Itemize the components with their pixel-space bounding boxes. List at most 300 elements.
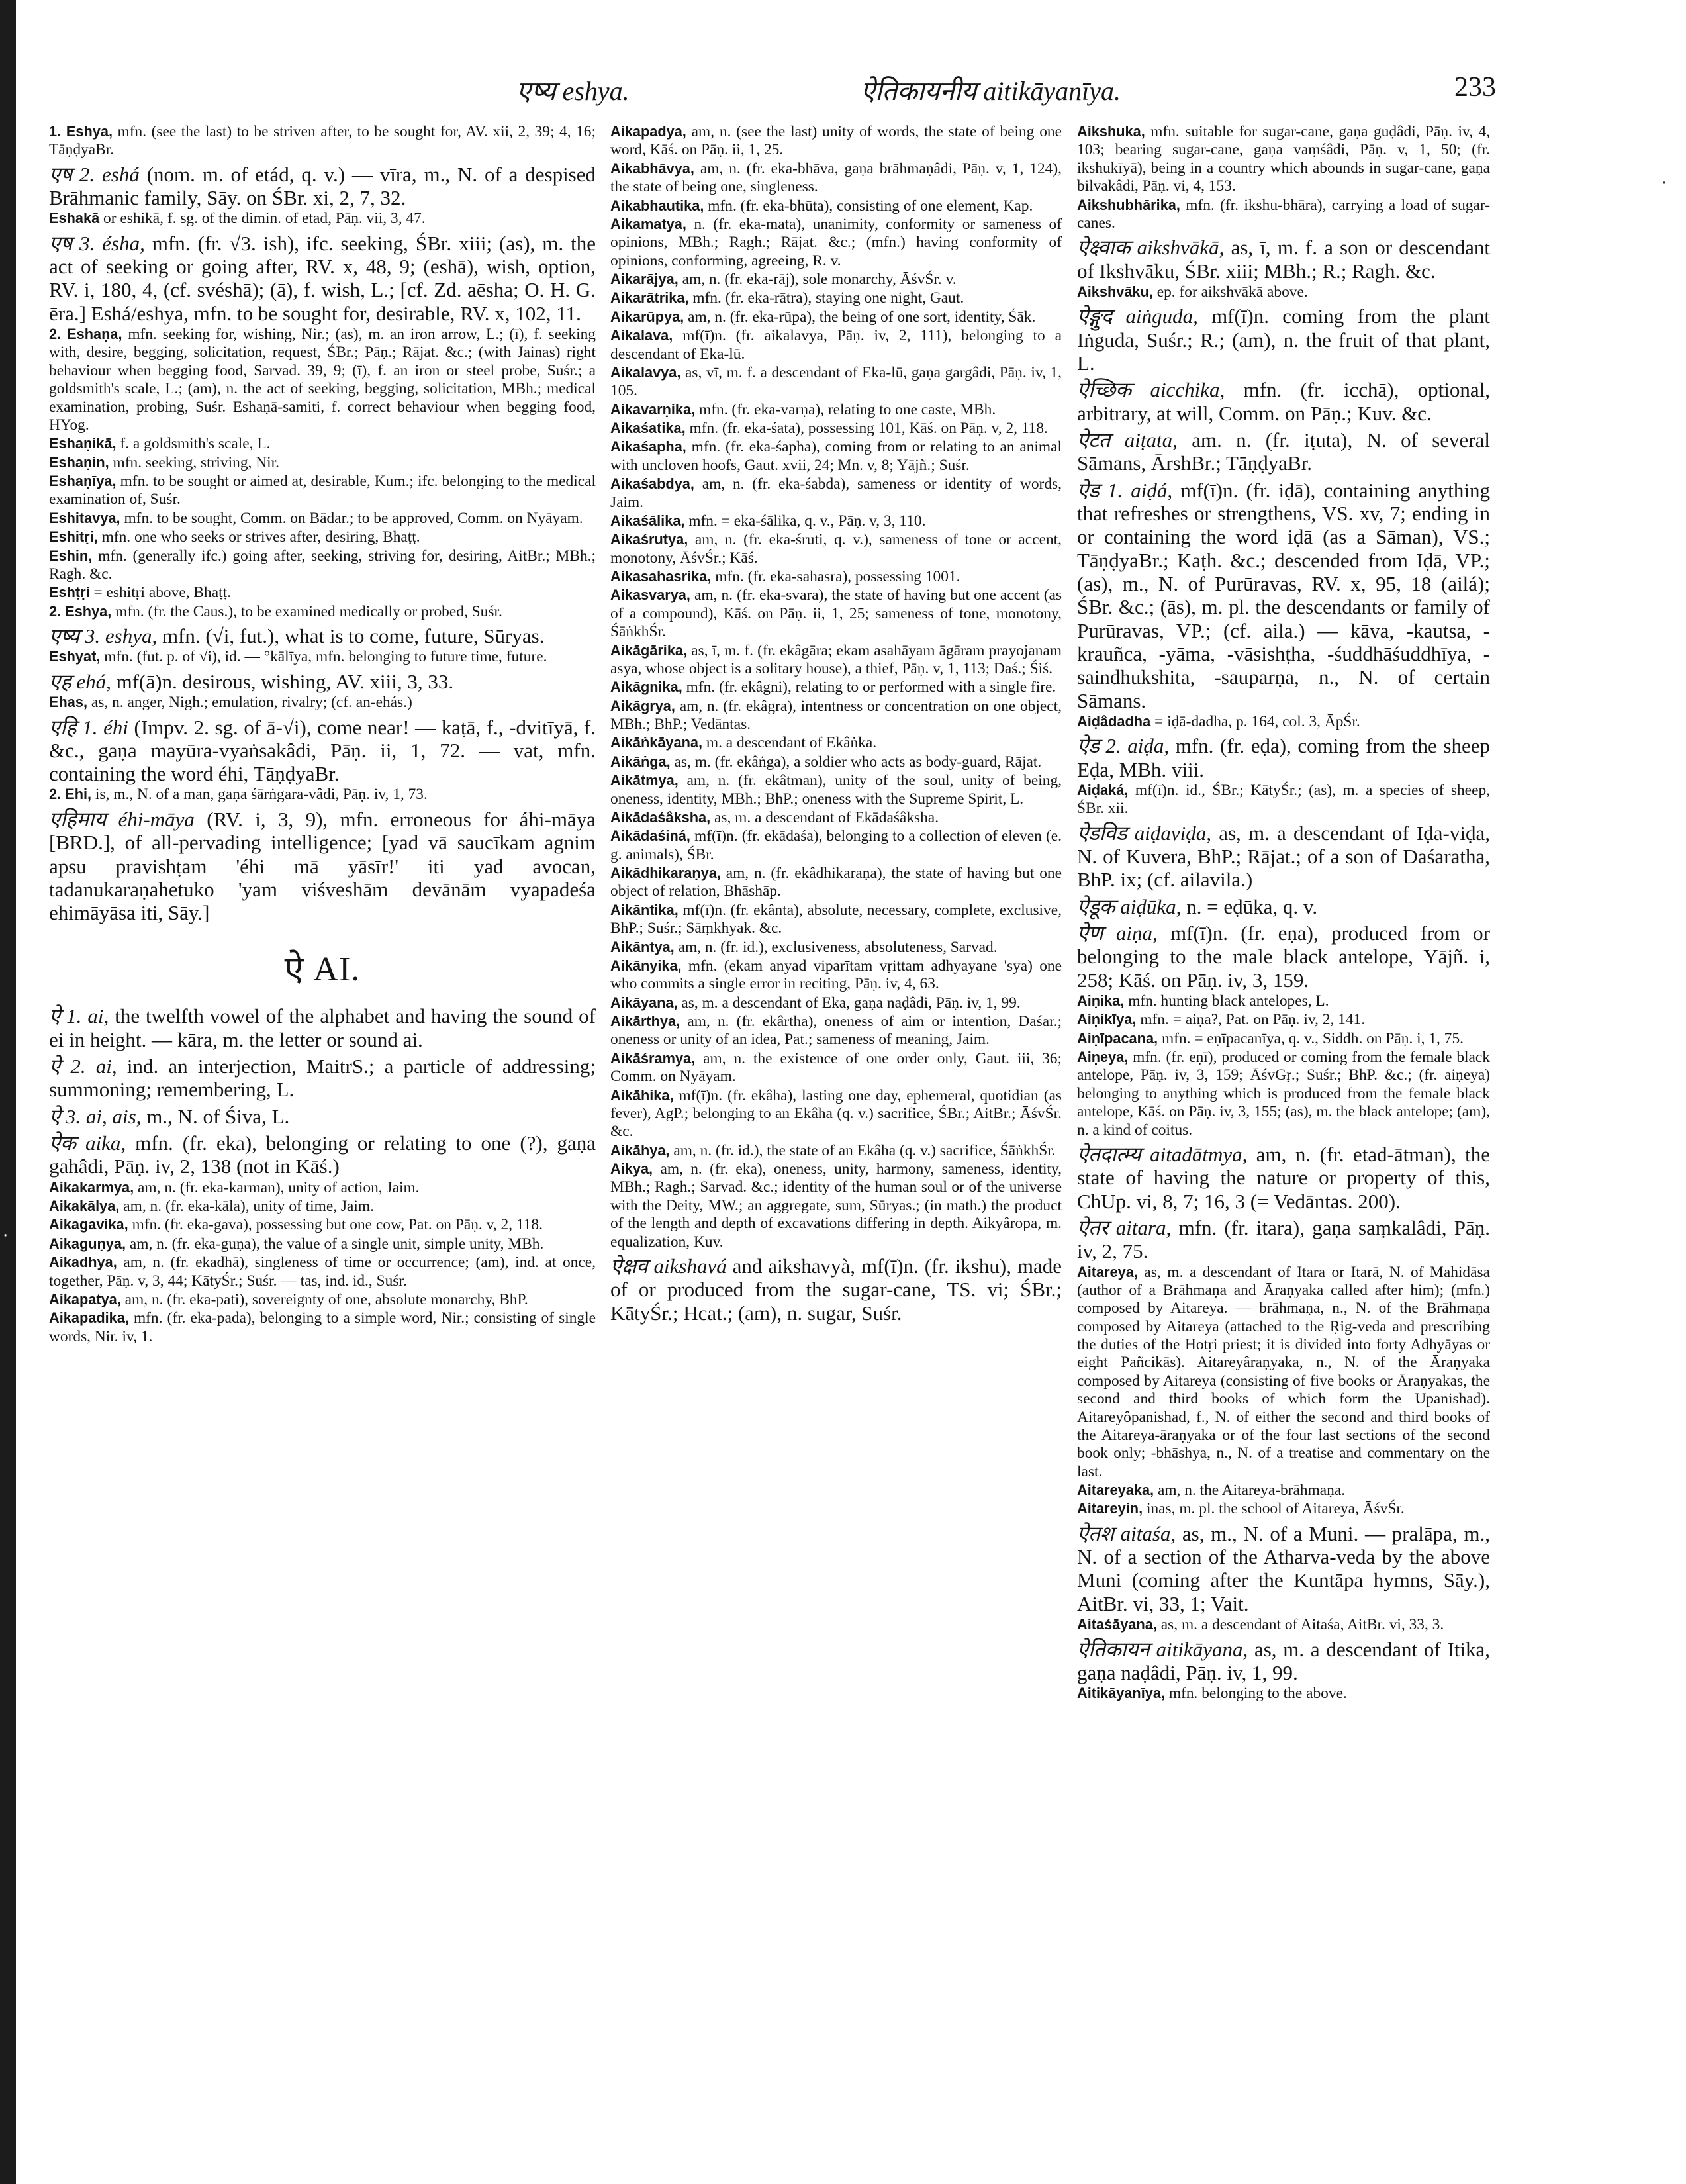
entry-headword: Aikapatya, bbox=[49, 1290, 121, 1307]
entry-headword: ऐङ्गुद aiṅguda, bbox=[1077, 305, 1198, 328]
entry-definition: as, vī, m. f. a descendant of Eka-lū, gaṇa gargâdi, Pāṇ. iv, 1, 105. bbox=[610, 363, 1062, 400]
dictionary-column-2 bbox=[610, 123, 1062, 2149]
entry-headword: Aikāṅkāyana, bbox=[610, 734, 703, 751]
entry-headword: Aikadhya, bbox=[49, 1254, 117, 1271]
entry-headword: Aikakālya, bbox=[49, 1198, 120, 1214]
entry-headword: 2. Ehi, bbox=[49, 786, 92, 803]
headword-spacer bbox=[679, 772, 687, 789]
dictionary-entry bbox=[610, 475, 1062, 512]
dictionary-entry bbox=[610, 902, 1062, 938]
entry-definition: mf(ā)n. desirous, wishing, AV. xiii, 3, 33. bbox=[116, 669, 454, 693]
headword-spacer bbox=[111, 670, 117, 693]
dictionary-entry bbox=[49, 786, 596, 804]
entry-definition: as, m. a descendant of Iḍa-viḍa, N. of Kuvera, BhP.; Rājat.; of a son of Daśaratha, BhP. ix; (cf. ailavila.) bbox=[1077, 821, 1490, 892]
entry-headword: Aikaśrutya, bbox=[610, 531, 688, 548]
entry-headword: Aikakarmya, bbox=[49, 1178, 134, 1196]
dictionary-entry bbox=[49, 1179, 596, 1197]
dictionary-entry bbox=[610, 420, 1062, 438]
section-heading: ऐ AI. bbox=[284, 950, 361, 988]
entry-headword: Aikalavya, bbox=[610, 363, 681, 381]
headword-spacer bbox=[1247, 1143, 1256, 1166]
dictionary-entry bbox=[49, 210, 596, 228]
entry-headword: ऐक aika, bbox=[49, 1131, 126, 1155]
entry-headword: Eshaṇikā, bbox=[49, 435, 117, 452]
dictionary-entry bbox=[49, 694, 596, 712]
entry-definition: as, m. a descendant of Aitaśa, AitBr. vi, 33, 3. bbox=[1160, 1616, 1444, 1634]
dictionary-entry bbox=[610, 698, 1062, 734]
headword-spacer bbox=[1181, 895, 1186, 918]
dictionary-entry bbox=[610, 587, 1062, 641]
dictionary-entry bbox=[1077, 734, 1490, 781]
dictionary-entry bbox=[610, 327, 1062, 363]
dictionary-entry bbox=[1077, 1482, 1490, 1499]
dictionary-entry bbox=[610, 197, 1062, 215]
dictionary-entry bbox=[49, 716, 596, 786]
dictionary-entry bbox=[49, 1309, 596, 1346]
dictionary-entry bbox=[1077, 1638, 1490, 1685]
entry-definition: am, n. (fr. eka-rūpa), the being of one sort, identity, Śāk. bbox=[688, 308, 1036, 326]
dictionary-entry bbox=[1077, 895, 1490, 918]
entry-definition: mfn. (fr. eḍa), coming from the sheep Eḍa, MBh. viii. bbox=[1077, 734, 1490, 781]
dictionary-entry bbox=[1077, 378, 1490, 425]
entry-headword: Aikānyika, bbox=[610, 957, 682, 974]
entry-headword: ऐण aiṇa, bbox=[1077, 921, 1158, 945]
entry-headword: Aikalava, bbox=[610, 327, 673, 344]
entry-definition: mfn. (√i, fut.), what is to come, future, Sūryas. bbox=[162, 624, 545, 648]
entry-definition: mfn. (fr. ekâgni), relating to or performed with a single fire. bbox=[686, 679, 1056, 696]
entry-headword: Aikaśālika, bbox=[610, 512, 685, 529]
dictionary-entry bbox=[1077, 236, 1490, 283]
entry-headword: Aikādhikaraṇya, bbox=[610, 865, 721, 881]
headword-spacer bbox=[686, 438, 692, 455]
entry-headword: Aikāgnika, bbox=[610, 679, 682, 696]
dictionary-entry bbox=[610, 160, 1062, 197]
entry-definition: mfn. (fr. icchā), optional, arbitrary, at will, Comm. on Pāṇ.; Kuv. &c. bbox=[1077, 378, 1490, 425]
dictionary-entry bbox=[1077, 305, 1490, 375]
entry-definition: as, ī, m. f. (fr. ekâgāra; ekam asahāyam āgāram prayojanam asya, whose object is a solitary house), a thief, Pāṇ. v, 1, 113; Daś.; Śiś. bbox=[610, 641, 1062, 677]
headword-spacer bbox=[1128, 782, 1135, 799]
dictionary-entry bbox=[49, 547, 596, 584]
entry-definition: mfn. seeking for, wishing, Nir.; (as), m. an iron arrow, L.; (ī), f. seeking with, desire, begging, solicitation, request, ŚBr.; Pāṇ.; Rājat. &c.; (with Jainas) right behaviour when begging food, Sarvad. 39, 9; (ī), f. an iron or steel probe, Suśr.; a goldsmith's scale, L.; (am), n. the act of seeking, begging, solicitation, MBh.; medical examination, probing, Suśr. Eshaṇā-samiti, f. correct behaviour when begging food, HYog. bbox=[49, 326, 596, 434]
entry-definition: as, m. a descendant of Itika, gaṇa naḍâdi, Pāṇ. iv, 1, 99. bbox=[1077, 1637, 1490, 1684]
headword-spacer bbox=[122, 326, 128, 343]
entry-headword: एष्य 3. eshya, bbox=[49, 624, 158, 648]
entry-definition: am, n. (fr. id.), exclusiveness, absoluteness, Sarvad. bbox=[678, 938, 998, 956]
entry-headword: एष 2. eshá bbox=[49, 162, 140, 186]
headword-spacer bbox=[1211, 822, 1219, 845]
dictionary-entry bbox=[610, 512, 1062, 530]
entry-headword: ऐडूक aiḍūka, bbox=[1077, 894, 1182, 918]
entry-headword: Aikya, bbox=[610, 1161, 653, 1177]
dictionary-entry bbox=[49, 808, 596, 925]
entry-definition: and aikshavyà, mf(ī)n. (fr. ikshu), made of or produced from the sugar-cane, TS. vi; ŚBr.; KātyŚr.; Hcat.; (am), n. sugar, Suśr. bbox=[610, 1254, 1062, 1325]
entry-headword: एष 3. ésha, bbox=[49, 231, 145, 255]
dictionary-entry bbox=[1077, 1616, 1490, 1634]
entry-definition: as, ī, m. f. a son or descendant of Ikshvāku, ŚBr. xiii; MBh.; R.; Ragh. &c. bbox=[1077, 236, 1490, 283]
entry-headword: Aikasahasrika, bbox=[610, 568, 712, 585]
entry-definition: as, m. a descendant of Eka, gaṇa naḍâdi, Pāṇ. iv, 1, 99. bbox=[681, 994, 1021, 1012]
entry-headword: Aikaguṇya, bbox=[49, 1235, 126, 1252]
dictionary-entry bbox=[49, 1235, 596, 1253]
entry-headword: एहिमाय éhi-māya bbox=[49, 807, 195, 831]
entry-headword: ऐटत aiṭata, bbox=[1077, 428, 1178, 451]
entry-headword: Aikshvāku, bbox=[1077, 283, 1153, 300]
entry-headword: Aikāgrya, bbox=[610, 697, 675, 714]
dictionary-entry bbox=[1077, 713, 1490, 731]
dictionary-entry bbox=[49, 1291, 596, 1309]
entry-headword: Aiḍaká, bbox=[1077, 781, 1129, 798]
entry-headword: ऐड 2. aiḍa, bbox=[1077, 734, 1170, 758]
headword-spacer bbox=[695, 1050, 703, 1067]
entry-definition: am. n. (fr. iṭuta), N. of several Sāmans, ĀrshBr.; TāṇḍyaBr. bbox=[1077, 428, 1490, 475]
entry-definition: mf(ī)n. (fr. aikalavya, Pāṇ. iv, 2, 111), belonging to a descendant of Eka-lū. bbox=[610, 327, 1062, 363]
entry-headword: ऐतदात्म्य aitadātmya, bbox=[1077, 1142, 1248, 1166]
dictionary-entry bbox=[610, 679, 1062, 696]
entry-definition: mfn. (fr. eka-śata), possessing 101, Kāś. on Pāṇ. v, 2, 118. bbox=[689, 420, 1048, 437]
headword-spacer bbox=[128, 716, 134, 739]
entry-headword: Aikādaśiná, bbox=[610, 828, 690, 845]
dictionary-entry bbox=[610, 939, 1062, 957]
dictionary-entry bbox=[1077, 992, 1490, 1010]
entry-headword: Eshyat, bbox=[49, 648, 101, 665]
entry-headword: Eshin, bbox=[49, 547, 93, 564]
entry-headword: Aikapadika, bbox=[49, 1309, 129, 1327]
entry-headword: Aikāntya, bbox=[610, 938, 675, 955]
dictionary-entry bbox=[1077, 1522, 1490, 1615]
headword-spacer bbox=[1169, 734, 1176, 757]
entry-headword: Aikāhya, bbox=[610, 1141, 670, 1159]
dictionary-entry bbox=[610, 994, 1062, 1012]
entry-definition: mfn. hunting black antelopes, L. bbox=[1128, 992, 1329, 1010]
entry-headword: Eshaṇin, bbox=[49, 453, 109, 471]
entry-definition: mfn. (fr. eka-pada), belonging to a simple word, Nir.; consisting of single words, Nir. iv, 1. bbox=[49, 1309, 596, 1345]
headword-spacer bbox=[727, 1255, 733, 1278]
entry-definition: am, n. (fr. ekadhā), singleness of time or occurrence; (am), ind. at once, together, Pāṇ. v, 3, 44; KātyŚr.; Suśr. — tas, ind. id., Suśr. bbox=[49, 1254, 596, 1290]
entry-definition: as, n. anger, Nigh.; emulation, rivalry; (cf. an-ehás.) bbox=[91, 694, 412, 712]
entry-definition: mfn. (fr. itara), gaṇa saṃkalâdi, Pāṇ. iv, 2, 75. bbox=[1077, 1215, 1490, 1263]
headword-spacer bbox=[680, 1013, 687, 1030]
dictionary-entry bbox=[49, 326, 596, 434]
entry-headword: Aikabhāvya, bbox=[610, 160, 694, 177]
headword-spacer bbox=[1180, 197, 1186, 214]
headword-spacer bbox=[1225, 378, 1243, 401]
entry-definition: (Impv. 2. sg. of ā-√i), come near! — kaṭā, f., -dvitīyā, f. &c., gaṇa mayūra-vyaṅsakâdi, Pāṇ. ii, 1, 72. — vat, mfn. containing the word éhi, TāṇḍyaBr. bbox=[49, 715, 596, 786]
entry-headword: ऐ 2. ai, bbox=[49, 1054, 117, 1078]
entry-headword: 2. Eshya, bbox=[49, 602, 112, 620]
dictionary-entry bbox=[1077, 479, 1490, 712]
entry-headword: Aikshubhārika, bbox=[1077, 196, 1180, 213]
dictionary-entry bbox=[610, 809, 1062, 827]
headword-spacer bbox=[675, 698, 680, 715]
headword-spacer bbox=[126, 1131, 135, 1155]
entry-definition: mfn. suitable for sugar-cane, gaṇa guḍâdi, Pāṇ. iv, 4, 103; bearing sugar-cane, gaṇa vaṃśâdi, Pāṇ. v, 1, 50; (fr. ikshukīyā), being in a country which abounds in sugar-cane, gaṇa bilvakâdi, Pāṇ. vi, 4, 153. bbox=[1077, 123, 1490, 195]
entry-definition: or eshikā, f. sg. of the dimin. of etad, Pāṇ. vii, 3, 47. bbox=[103, 210, 426, 228]
dictionary-entry bbox=[610, 1142, 1062, 1160]
entry-definition: (nom. m. of etád, q. v.) — vīra, m., N. of a despised Brāhmanic family, Sāy. on ŚBr. xi, 2, 7, 32. bbox=[49, 162, 596, 210]
headword-spacer bbox=[145, 232, 152, 255]
dictionary-entry bbox=[610, 772, 1062, 808]
entry-definition: mfn. one who seeks or strives after, desiring, Bhaṭṭ. bbox=[101, 528, 420, 546]
entry-definition: am, n. (fr. eka-śabda), sameness or identity of words, Jaim. bbox=[610, 475, 1062, 511]
entry-definition: am, n. (fr. eka-svara), the state of having but one accent (as of a compound), Kāś. on Pāṇ. ii, 1, 25; sameness of tone, monotony, ŚāṅkhŚr. bbox=[610, 587, 1062, 641]
headword-spacer bbox=[686, 123, 692, 140]
entry-definition: = iḍā-dadha, p. 164, col. 3, ĀpŚr. bbox=[1154, 712, 1360, 730]
dictionary-entry bbox=[610, 531, 1062, 567]
headword-spacer bbox=[1198, 305, 1211, 328]
page-left-edge-shadow bbox=[0, 0, 16, 2184]
entry-definition: mfn. to be sought or aimed at, desirable, Kum.; ifc. belonging to the medical examination of, Suśr. bbox=[49, 473, 596, 508]
dictionary-entry bbox=[610, 438, 1062, 475]
dictionary-entry bbox=[49, 473, 596, 509]
entry-definition: mfn. (fr. √3. ish), ifc. seeking, ŚBr. xiii; (as), m. the act of seeking or going after, RV. x, 48, 9; (eshā), wish, option, RV. i, 180, 4, (cf. svéshā); (ā), f. wish, L.; [cf. Zd. aēsha; O. H. G. ēra.] Eshá/eshya, mfn. to be sought for, desirable, RV. x, 102, 11. bbox=[49, 231, 596, 325]
entry-definition: mfn. (fr. ikshu-bhāra), carrying a load of sugar-canes. bbox=[1077, 196, 1490, 232]
dictionary-entry bbox=[1077, 123, 1490, 196]
dictionary-entry bbox=[1077, 822, 1490, 892]
dictionary-entry bbox=[610, 216, 1062, 270]
entry-headword: ऐच्छिक aicchika, bbox=[1077, 378, 1225, 402]
headword-spacer bbox=[1224, 236, 1231, 259]
entry-definition: am, n. (fr. ekârtha), oneness of aim or intention, Daśar.; oneness or unity of an idea, Pat.; sameness of meaning, Jaim. bbox=[610, 1013, 1062, 1049]
entry-definition: m., N. of Śiva, L. bbox=[146, 1104, 290, 1128]
dictionary-entry bbox=[49, 1131, 596, 1178]
entry-definition: am, n. (fr. eka-karman), unity of action, Jaim. bbox=[138, 1178, 420, 1196]
headword-spacer bbox=[653, 1161, 660, 1178]
entry-headword: Aikabhautika, bbox=[610, 197, 704, 214]
entry-definition: mf(ī)n. (fr. ekādaśa), belonging to a collection of eleven (e. g. animals), ŚBr. bbox=[610, 828, 1062, 863]
entry-headword: Aikapadya, bbox=[610, 123, 686, 140]
entry-definition: = eshitṛi above, Bhaṭṭ. bbox=[93, 584, 231, 602]
headword-spacer bbox=[92, 547, 98, 565]
entry-definition: mf(ī)n. (fr. ekâha), lasting one day, ephemeral, quotidian (as fever), AgP.; belonging to an Ekâha (q. v.) sacrifice, ŚBr.; AitBr.; ĀśvŚr. &c. bbox=[610, 1086, 1062, 1141]
page-header bbox=[516, 71, 1496, 111]
entry-definition: am, n. (fr. eka), oneness, unity, harmony, sameness, identity, MBh.; Ragh.; Sarvad. &c.; identity of the human soul or of the universe with the Deity, MW.; an aggregate, sum, Sūryas.; (in math.) the product of the length and depth of excavations differing in depth. Aikyâropa, m. equalization, Kuv. bbox=[610, 1161, 1062, 1251]
headword-spacer bbox=[721, 865, 726, 882]
headword-spacer bbox=[1172, 479, 1180, 502]
dictionary-entry bbox=[1077, 1685, 1490, 1703]
entry-headword: Aikarātrika, bbox=[610, 289, 689, 307]
entry-headword: Ehas, bbox=[49, 694, 88, 711]
entry-headword: Aiṇīpacana, bbox=[1077, 1029, 1158, 1047]
entry-definition: mf(ī)n. (fr. eṇa), produced from or belonging to the male black antelope, Yājñ. i, 258; Kāś. on Pāṇ. iv, 3, 159. bbox=[1077, 921, 1490, 992]
entry-headword: Aikarājya, bbox=[610, 271, 679, 287]
headword-spacer bbox=[673, 327, 682, 344]
entry-headword: एह ehá, bbox=[49, 669, 111, 693]
dictionary-column-1 bbox=[49, 123, 596, 2149]
entry-headword: ऐतिकायन aitikāyana, bbox=[1077, 1637, 1248, 1661]
dictionary-entry bbox=[610, 957, 1062, 994]
entry-definition: mfn. (fr. eka-bhūta), consisting of one element, Kap. bbox=[708, 197, 1033, 214]
entry-headword: Eshitavya, bbox=[49, 509, 120, 526]
dictionary-entry bbox=[1077, 782, 1490, 818]
page-number: 233 bbox=[1454, 72, 1496, 103]
running-head-first-word: एष्य eshya. bbox=[516, 76, 630, 106]
entry-definition: is, m., N. of a man, gaṇa śārṅgara-vâdi, Pāṇ. iv, 1, 73. bbox=[95, 786, 428, 804]
entry-definition: am, n. (fr. eka-bhāva, gaṇa brāhmaṇâdi, Pāṇ. v, 1, 124), the state of being one, singleness. bbox=[610, 160, 1062, 196]
entry-definition: mf(ī)n. coming from the plant Iṅguda, Suśr.; R.; (am), n. the fruit of that plant, L. bbox=[1077, 305, 1490, 375]
entry-headword: Eshakā bbox=[49, 210, 100, 227]
dictionary-entry bbox=[1077, 1030, 1490, 1048]
entry-headword: एहि 1. éhi bbox=[49, 715, 128, 739]
entry-headword: Aikaśapha, bbox=[610, 438, 686, 455]
headword-spacer bbox=[682, 957, 688, 974]
entry-definition: mfn. = eṇīpacanīya, q. v., Siddh. on Pāṇ. i, 1, 75. bbox=[1161, 1029, 1464, 1047]
entry-headword: Aikāhika, bbox=[610, 1086, 674, 1104]
entry-definition: n. = eḍūka, q. v. bbox=[1186, 894, 1318, 918]
headword-spacer bbox=[117, 1055, 127, 1078]
entry-definition: mfn. (fr. eka-gava), possessing but one cow, Pat. on Pāṇ. v, 2, 118. bbox=[132, 1216, 543, 1234]
dictionary-entry bbox=[610, 865, 1062, 901]
entry-definition: mfn. (ekam anyad viparītam vṛittam adhyayane 'sya) one who commits a single error in reciting, Pāṇ. iv, 4, 63. bbox=[610, 957, 1062, 993]
dictionary-entry bbox=[1077, 197, 1490, 233]
entry-headword: ऐतर aitara, bbox=[1077, 1215, 1172, 1239]
dictionary-entry bbox=[610, 1161, 1062, 1251]
entry-definition: mfn. belonging to the above. bbox=[1168, 1685, 1347, 1703]
entry-definition: am, n. the Aitareya-brāhmaṇa. bbox=[1157, 1482, 1346, 1499]
headword-spacer bbox=[686, 216, 694, 233]
entry-definition: mfn. = aiṇa?, Pat. on Pāṇ. iv, 2, 141. bbox=[1140, 1011, 1366, 1029]
dictionary-entry bbox=[49, 454, 596, 472]
dictionary-entry bbox=[49, 510, 596, 528]
entry-headword: Aitaśāyana, bbox=[1077, 1616, 1157, 1633]
entry-headword: Aikaśabdya, bbox=[610, 475, 694, 493]
entry-definition: m. a descendant of Ekâṅka. bbox=[706, 734, 877, 752]
entry-definition: mfn. (fr. the Caus.), to be examined medically or probed, Suśr. bbox=[115, 602, 502, 620]
dictionary-entry bbox=[49, 1254, 596, 1290]
entry-definition: mf(ī)n. (fr. ekânta), absolute, necessary, complete, exclusive, BhP.; Suśr.; Sāṃkhyak. &c. bbox=[610, 901, 1062, 937]
headword-spacer bbox=[157, 624, 162, 647]
entry-headword: Aikāntika, bbox=[610, 901, 679, 918]
dictionary-entry bbox=[610, 642, 1062, 679]
entry-headword: Aiḍâdadha bbox=[1077, 712, 1151, 730]
entry-definition: am, n. (fr. eka-rāj), sole monarchy, ĀśvŚr. v. bbox=[682, 271, 957, 288]
entry-headword: Aikaśatika, bbox=[610, 420, 686, 436]
entry-definition: am, n. the existence of one order only, Gaut. iii, 36; Comm. on Nyāyam. bbox=[610, 1049, 1062, 1086]
dictionary-entry bbox=[1077, 1216, 1490, 1263]
entry-headword: Aikātmya, bbox=[610, 772, 679, 789]
entry-definition: as, m. a descendant of Itara or Itarā, N. of Mahidāsa (author of a Brāhmaṇa and Āraṇyaka called after him); (mfn.) composed by Aitareya. — brāhmaṇa, n., N. of the Brāhmaṇa composed by Aitareya (attached to the Ṛig-veda and prescribing the duties of the Hotṛi priest; it is divided into forty Adhyāyas or eight Pañcikās). Aitareyâraṇyaka, n., N. of the Āraṇyaka composed by Aitareya (consisting of five books or Āraṇyakas, the second and third books of which form the Upanishad). Aitareyôpanishad, f., N. of either the second and third books of the Aitareya-āraṇyaka or of the four last sections of the second book only; -bhāshya, n., N. of a treatise and commentary on the last. bbox=[1077, 1263, 1490, 1480]
dictionary-entry bbox=[49, 603, 596, 621]
entry-definition: (RV. i, 3, 9), mfn. erroneous for áhi-māya [BRD.], of all-pervading intelligence; [yad vā saucīkam agnim apsu pravishṭam 'éhi mā yāsīr!' iti yad avocan, tadanukaraṇahetuko 'yam viśveshām devānām vyapadeśa ehimāyāsa iti, Sāy.] bbox=[49, 807, 596, 925]
dictionary-entry bbox=[610, 1087, 1062, 1141]
entry-headword: 2. Eshaṇa, bbox=[49, 326, 122, 343]
entry-definition: am, n. (fr. ekâgra), intentness or concentration on one object, MBh.; BhP.; Vedāntas. bbox=[610, 697, 1062, 733]
headword-spacer bbox=[1176, 1522, 1182, 1545]
entry-headword: Aikshuka, bbox=[1077, 123, 1145, 140]
entry-definition: am, n. (fr. eka-guṇa), the value of a single unit, simple unity, MBh. bbox=[129, 1235, 544, 1253]
entry-headword: Aitareyaka, bbox=[1077, 1482, 1154, 1499]
dictionary-entry bbox=[49, 624, 596, 647]
entry-definition: as, m. a descendant of Ekādaśâksha. bbox=[714, 808, 939, 826]
entry-headword: Aitikāyanīya, bbox=[1077, 1685, 1165, 1702]
entry-headword: Eshṭṛi bbox=[49, 584, 90, 601]
headword-spacer bbox=[694, 160, 700, 177]
headword-spacer bbox=[109, 1004, 115, 1027]
entry-definition: am, n. (fr. eka-kāla), unity of time, Jaim. bbox=[123, 1198, 374, 1215]
dictionary-entry bbox=[610, 734, 1062, 752]
dictionary-column-3 bbox=[1077, 123, 1490, 2149]
headword-spacer bbox=[1178, 428, 1192, 451]
dictionary-entry bbox=[610, 753, 1062, 771]
dictionary-entry bbox=[610, 1013, 1062, 1049]
entry-headword: Eshitṛi, bbox=[49, 528, 98, 546]
entry-headword: Eshaṇīya, bbox=[49, 473, 117, 490]
dictionary-entry bbox=[49, 435, 596, 453]
dictionary-entry bbox=[49, 584, 596, 602]
entry-definition: am, n. (fr. eka-śruti, q. v.), sameness of tone or accent, monotony, ĀśvŚr.; Kāś. bbox=[610, 531, 1062, 567]
entry-definition: as, m. (fr. ekâṅga), a soldier who acts as body-guard, Rājat. bbox=[674, 753, 1042, 771]
entry-headword: Aikāgārika, bbox=[610, 641, 688, 659]
headword-spacer bbox=[688, 531, 695, 548]
entry-headword: Aikavarṇika, bbox=[610, 401, 696, 418]
entry-headword: Aikāśramya, bbox=[610, 1049, 696, 1067]
entry-headword: Aikamatya, bbox=[610, 215, 686, 232]
dictionary-entry bbox=[610, 568, 1062, 586]
headword-spacer bbox=[1248, 1638, 1254, 1661]
running-head-last-word: ऐतिकायनीय aitikāyanīya. bbox=[861, 76, 1121, 106]
entry-headword: Aikāṅga, bbox=[610, 753, 671, 770]
dictionary-entry bbox=[610, 1255, 1062, 1325]
entry-definition: mfn. (see the last) to be striven after, to be sought for, AV. xii, 2, 39; 4, 16; TāṇḍyaBr. bbox=[49, 123, 596, 159]
dictionary-entry bbox=[610, 271, 1062, 289]
entry-headword: ऐडविड aiḍaviḍa, bbox=[1077, 821, 1212, 845]
entry-headword: ऐ 1. ai, bbox=[49, 1004, 109, 1028]
entry-definition: mfn. (fr. eṇī), produced or coming from the female black antelope, Pāṇ. iv, 3, 159; ĀśvGṛ.; Suśr.; BhP. &c.; (fr. aiṇeya) belonging to anything which is produced from the female black antelope, Kāś. on Pāṇ. iv, 3, 155; (as), m. the black antelope; (am), n. a kind of coitus. bbox=[1077, 1049, 1490, 1139]
dictionary-entry bbox=[610, 828, 1062, 864]
dictionary-entry bbox=[49, 1216, 596, 1234]
left-margin-mark: · bbox=[3, 1226, 9, 1246]
dictionary-entry bbox=[1077, 1264, 1490, 1482]
dictionary-entry bbox=[49, 648, 596, 666]
entry-definition: am, n. (fr. etad-ātman), the state of having the nature or property of this, ChUp. vi, 8, 7; 16, 3 (= Vedāntas. 200). bbox=[1077, 1142, 1490, 1213]
entry-headword: Aikādaśâksha, bbox=[610, 808, 711, 826]
entry-headword: ऐतश aitaśa, bbox=[1077, 1521, 1176, 1545]
entry-headword: Aikārthya, bbox=[610, 1013, 680, 1029]
dictionary-entry bbox=[49, 1105, 596, 1128]
entry-definition: as, m., N. of a Muni. — pralāpa, m., N. of a section of the Atharva-veda by the above Muni (coming after the Kuntāpa hymns, Sāy.), AitBr. vi, 33, 1; Vait. bbox=[1077, 1521, 1490, 1615]
entry-definition: am, n. (fr. eka-pati), sovereignty of one, absolute monarchy, BhP. bbox=[124, 1290, 528, 1308]
entry-definition: mfn. (generally ifc.) going after, seeking, striving for, desiring, AitBr.; MBh.; Ragh. &c. bbox=[49, 547, 596, 583]
entry-headword: Aitareya, bbox=[1077, 1263, 1138, 1280]
dictionary-entry bbox=[610, 1050, 1062, 1086]
entry-definition: am, n. (see the last) unity of words, the state of being one word, Kāś. on Pāṇ. ii, 1, 25. bbox=[610, 123, 1062, 159]
entry-definition: the twelfth vowel of the alphabet and having the sound of ei in height. — kāra, m. the letter or sound ai. bbox=[49, 1004, 596, 1051]
entry-headword: ऐड 1. aiḍá, bbox=[1077, 478, 1173, 502]
headword-spacer bbox=[129, 1309, 134, 1327]
dictionary-entry bbox=[610, 123, 1062, 160]
entry-definition: am, n. (fr. id.), the state of an Ekâha (q. v.) sacrifice, ŚāṅkhŚr. bbox=[673, 1141, 1056, 1159]
dictionary-entry bbox=[49, 232, 596, 325]
entry-definition: mfn. (fut. p. of √i), id. — °kālīya, mfn. belonging to future time, future. bbox=[104, 648, 547, 666]
headword-spacer bbox=[1145, 123, 1150, 140]
dictionary-entry bbox=[49, 670, 596, 693]
dictionary-entry bbox=[1077, 1143, 1490, 1213]
entry-headword: ऐक्ष्वाक aikshvākā, bbox=[1077, 236, 1225, 260]
dictionary-entry bbox=[1077, 283, 1490, 301]
dictionary-entry bbox=[1077, 1011, 1490, 1029]
dictionary-entry bbox=[49, 123, 596, 160]
entry-headword: Aiṇikīya, bbox=[1077, 1011, 1137, 1028]
entry-definition: mf(ī)n. id., ŚBr.; KātyŚr.; (as), m. a species of sheep, ŚBr. xii. bbox=[1077, 781, 1490, 818]
entry-definition: ind. an interjection, MaitrS.; a particle of addressing; summoning; remembering, L. bbox=[49, 1054, 596, 1102]
entry-headword: 1. Eshya, bbox=[49, 123, 113, 140]
headword-spacer bbox=[195, 808, 207, 831]
entry-headword: ऐ 3. ai, ais, bbox=[49, 1104, 142, 1128]
entry-definition: ep. for aikshvākā above. bbox=[1156, 283, 1308, 301]
entry-definition: mfn. (fr. eka-śapha), coming from or relating to an animal with uncloven hoofs, Gaut. xvii, 24; Mn. v, 8; Yājñ.; Suśr. bbox=[610, 438, 1062, 474]
headword-spacer bbox=[117, 1254, 124, 1271]
entry-headword: Aikāyana, bbox=[610, 994, 678, 1011]
dictionary-entry bbox=[49, 1055, 596, 1102]
